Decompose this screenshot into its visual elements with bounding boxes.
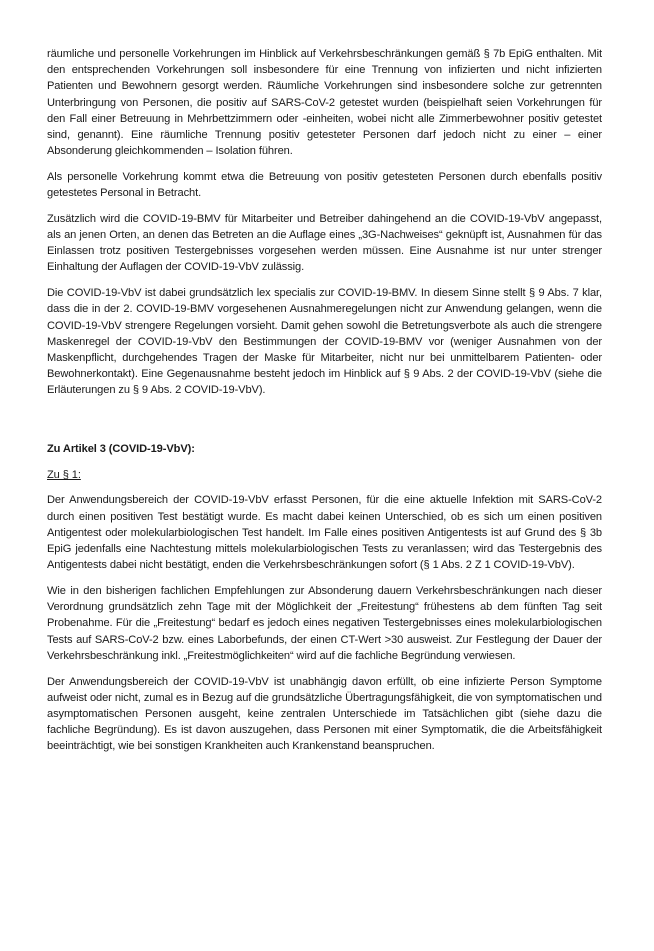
paragraph-anwendungsbereich: Der Anwendungsbereich der COVID-19-VbV erfasst Personen, für die eine aktuelle Infektion mit SARS-CoV-2 durch einen positiven Test bestätigt wurde. Es macht dabei keinen Unterschied, ob es sich um einen positiven Antigentest oder molekularbiologischen Test handelt. Im Falle eines positiven Antigentests ist auf Grund des § 3b EpiG jedenfalls eine Nachtestung mittels molekularbiologischen Tests zu veranlassen; wird das Testergebnis des Antigentests dabei nicht bestätigt, enden die Verkehrsbeschränkungen sofort (§ 1 Abs. 2 Z 1 COVID-19-VbV). bbox=[47, 494, 602, 572]
paragraph-dauer-verkehrsbeschraenkungen: Wie in den bisherigen fachlichen Empfehlungen zur Absonderung dauern Verkehrsbeschränkungen nach dieser Verordnung grundsätzlich zehn Tage mit der Möglichkeit der „Freitestung“ frühestens ab dem fünften Tag seit Probenahme. Für die „Freitestung“ bedarf es jedoch eines negativen Testergebnisses eines molekularbiologischen Tests auf SARS-CoV-2 bzw. eines Laborbefunds, der einen CT-Wert >30 ausweist. Zur Festlegung der Dauer der Verkehrsbeschränkung inkl. „Freitestmöglichkeiten“ wird auf die fachliche Begründung verwiesen. bbox=[47, 584, 602, 662]
paragraph-symptome: Der Anwendungsbereich der COVID-19-VbV ist unabhängig davon erfüllt, ob eine infizierte Person Symptome aufweist oder nicht, zumal es in Bezug auf die grundsätzliche Übertragungsfähigkeit, die von symptomatischen und asymptomatischen Personen ausgeht, keine zentralen Unterschiede im Tatsächlichen gibt (siehe dazu die fachliche Begründung). Es ist davon auszugehen, dass Personen mit einer Symptomatik, die die Arbeitsfähigkeit beeinträchtigt, wie bei sonstigen Krankheiten auch Krankenstand beanspruchen. bbox=[47, 675, 602, 753]
subheading-paragraph-1: Zu § 1: bbox=[47, 469, 81, 482]
paragraph-personelle-vorkehrung: Als personelle Vorkehrung kommt etwa die Betreuung von positiv getesteten Personen durch ebenfalls positiv getestetes Personal in Betracht. bbox=[47, 170, 602, 200]
paragraph-bmv-anpassung: Zusätzlich wird die COVID-19-BMV für Mitarbeiter und Betreiber dahingehend an die COVID-19-VbV angepasst, als an jenen Orten, an denen das Betreten an die Auflage eines „3G-Nachweises“ geknüpft ist, Ausnahmen für das Einlassen trotz positiven Testergebnisses vorgesehen werden müssen. Eine Ausnahme ist nur unter strenger Einhaltung der Auflagen der COVID-19-VbV zulässig. bbox=[47, 212, 602, 274]
paragraph-lex-specialis: Die COVID-19-VbV ist dabei grundsätzlich lex specialis zur COVID-19-BMV. In diesem Sinne stellt § 9 Abs. 7 klar, dass die in der 2. COVID-19-BMV vorgesehenen Ausnahmeregelungen nicht zur Anwendung gelangen, wenn die COVID-19-VbV strengere Regelungen vorsieht. Damit gehen sowohl die Betretungsverbote als auch die strengere Maskenregel der COVID-19-VbV den Bestimmungen der COVID-19-BMV vor (weniger Ausnahmen von der Maskenpflicht, durchgehendes Tragen der Maske für Mitarbeiter, nicht nur bei unmittelbarem Patienten- oder Bewohnerkontakt). Eine Gegenausnahme besteht jedoch im Hinblick auf § 9 Abs. 2 der COVID-19-VbV (siehe die Erläuterungen zu § 9 Abs. 2 COVID-19-VbV). bbox=[47, 287, 602, 397]
paragraph-vorkehrungen: räumliche und personelle Vorkehrungen im Hinblick auf Verkehrsbeschränkungen gemäß § 7b EpiG enthalten. Mit den entsprechenden Vorkehrungen soll insbesondere für eine Trennung von infizierten und nicht infizierten Patienten und Bewohnern gesorgt werden. Räumliche Vorkehrungen sind insbesondere solche zur getrennten Unterbringung von Personen, die positiv auf SARS-CoV-2 getestet wurden (beispielhaft seien Vorkehrungen für den Fall einer Betreuung in Mehrbettzimmern oder -einheiten, wobei nicht alle Zimmerbewohner positiv getestet sind, genannt). Eine räumliche Trennung positiv getesteter Personen darf jedoch nicht zu einer – einer Absonderung gleichkommenden – Isolation führen. bbox=[47, 48, 602, 158]
section-heading-artikel-3: Zu Artikel 3 (COVID-19-VbV): bbox=[47, 443, 195, 456]
section-spacer bbox=[47, 408, 602, 441]
document-page bbox=[47, 46, 602, 764]
